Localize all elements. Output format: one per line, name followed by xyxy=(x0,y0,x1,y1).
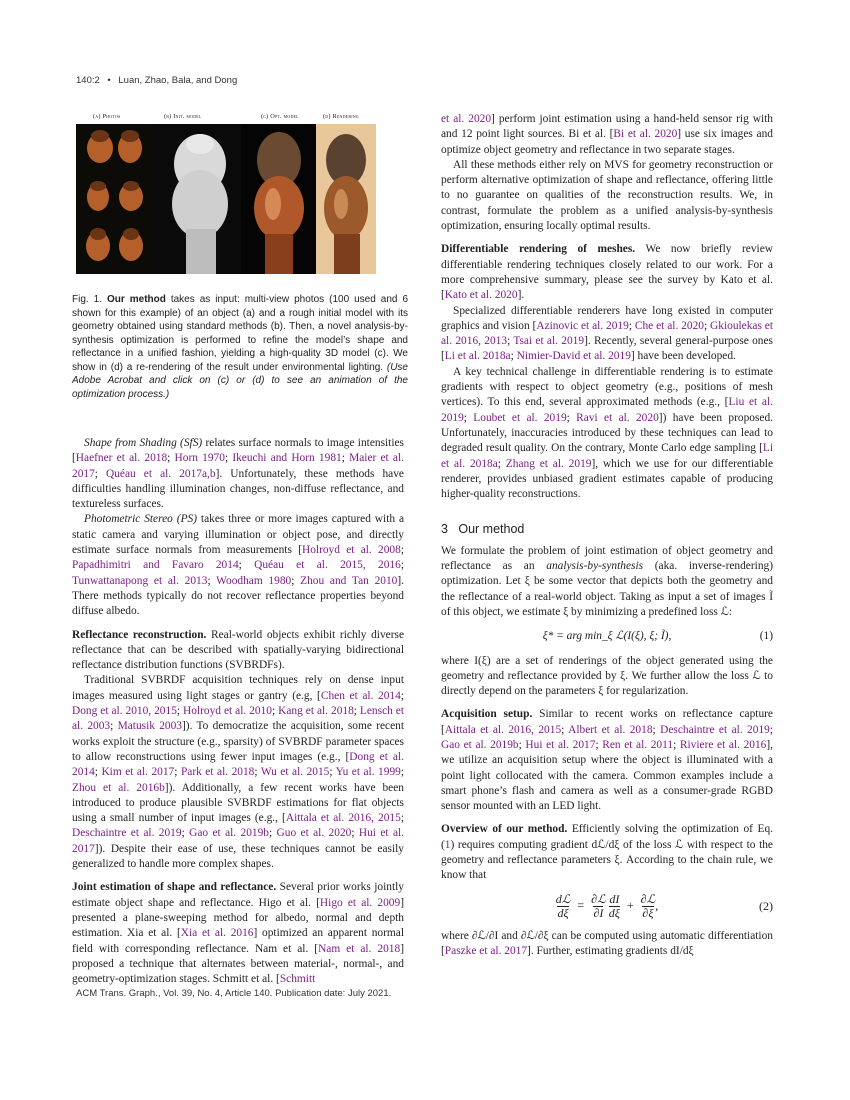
citation-link[interactable]: Gkioulekas et al. 2016, 2013 xyxy=(441,319,774,348)
overview-section xyxy=(441,822,773,883)
figure-1 xyxy=(76,112,376,274)
text: ], which we use for our differentiable renderer, provides unbiased gradient estimates capable of producing higher-quality reconstructions. xyxy=(441,457,774,501)
citation-link[interactable]: Schmitt xyxy=(279,973,316,986)
right-column xyxy=(441,112,773,959)
term-ps: Photometric Stereo (PS) xyxy=(84,513,198,526)
section-title: Our method xyxy=(458,522,525,537)
reflectance-section xyxy=(72,628,404,674)
section-heading: Overview of our method. xyxy=(441,823,568,836)
text: ] use six images and optimize object geometry and reflectance in two separate stages. xyxy=(441,128,773,156)
label-rendering: (d) Rendering xyxy=(323,113,359,120)
citation-link[interactable]: Kim et al. 2017 xyxy=(101,766,175,779)
caption-bold: Our method xyxy=(106,294,166,305)
citation-link[interactable]: Haefner et al. 2018 xyxy=(75,452,168,465)
text: We now briefly review differentiable rendering techniques closely related to our work. For a more comprehensive summary, please see the survey by Kato et al. [ xyxy=(441,243,773,302)
citation-link[interactable]: Deschaintre et al. 2019 xyxy=(660,723,770,736)
citation-link[interactable]: Xia et al. 2016 xyxy=(180,927,254,940)
label-init-model: (b) Init. model xyxy=(164,113,202,120)
text: A key technical challenge in differentiable rendering is to estimate gradients with respect to object geometry (e.g., positions of mesh vertices). To this end, several approximated methods (e.g., [ xyxy=(441,365,773,409)
text: We formulate the problem of joint estimation of object geometry and reflectance as an xyxy=(441,544,773,573)
section-3-heading xyxy=(441,522,773,537)
citation-link[interactable]: Riviere et al. 2016 xyxy=(679,738,767,751)
citation-link[interactable]: Park et al. 2018 xyxy=(180,766,255,779)
citation-link[interactable]: Papadhimitri and Favaro 2014 xyxy=(72,559,239,572)
section-number: 3 xyxy=(441,522,448,537)
citation-link[interactable]: Bi et al. 2020 xyxy=(613,128,678,141)
citation-link[interactable]: Guo et al. 2020 xyxy=(276,827,352,840)
citation-link[interactable]: Quéau et al. 2017a,b xyxy=(106,467,216,480)
text: Similar to recent works on reflectance capture [ xyxy=(441,708,773,736)
equation-2 xyxy=(441,893,773,920)
renderings-paragraph: where I(ξ) are a set of renderings of the object generated using the geometry and reflectance provided by ξ. We further allow the loss ℒ to directly depend on the parameters ξ for regularization. xyxy=(441,654,773,698)
citation-link[interactable]: Quéau et al. 2015, 2016 xyxy=(254,559,401,572)
text: ], we utilize an acquisition setup where the object is illuminated with a point light collocated with the camera. Common examples include a smart phone’s flash and camera as well as a consumer-grade RGBD sensor mounted with an LED light. xyxy=(441,738,774,813)
figure-caption xyxy=(72,293,408,401)
text: ]). Additionally, a few recent works have been introduced to produce plausible SVBRDF estimations for flat objects using a small number of input images (e.g., [ xyxy=(72,781,404,825)
caption-text: takes as input: multi-view photos (100 used and 6 shown for this example) of an object (a) and a rough initial model with its geometry obtained using standard methods (b). Then, a novel analysis-by-synthesis optimization is performed to refine the model’s shape and reflectance in a unified fashion, yielding a high-quality 3D model (c). We show in (d) a re-rendering of the result under environmental lighting. xyxy=(72,294,409,373)
equation-1-body: ξ* = arg min_ξ ℒ(I(ξ), ξ; Ĩ), xyxy=(542,630,672,643)
caption-label: Fig. 1. xyxy=(72,294,102,305)
citation-link[interactable]: et al. 2020 xyxy=(441,113,492,125)
citation-link[interactable]: Zhou et al. 2016b xyxy=(72,781,165,794)
citation-link[interactable]: Aittala et al. 2016, 2015 xyxy=(285,812,401,825)
photos-panel xyxy=(76,124,156,274)
ps-paragraph: Photometric Stereo (PS) takes three or more images captured with a static camera and varying illumination or object pose, and directly estimate surface normals from measurements [Holroyd et al. 2008; Papadhimitri and Favaro 2014; Quéau et al. 2015, 2016; Tunwattanapong et al. 2013; Woodham 1980; Zhou and Tan 2010]. There methods typically do not recover reflectance properties beyond diffuse albedo. xyxy=(72,513,405,618)
text: ] have been developed. xyxy=(630,350,736,363)
init-model-panel xyxy=(156,124,241,274)
citation-link[interactable]: Yu et al. 1999 xyxy=(335,766,401,779)
label-opt-model: (c) Opt. model xyxy=(261,113,299,120)
header-bullet: • xyxy=(107,75,111,86)
citation-link[interactable]: Loubet et al. 2019 xyxy=(473,411,567,424)
citation-link[interactable]: Horn 1970 xyxy=(174,452,225,465)
equation-number: (1) xyxy=(759,630,773,643)
citation-link[interactable]: Deschaintre et al. 2019 xyxy=(72,827,182,840)
gradients-paragraph: A key technical challenge in differentiable rendering is to estimate gradients with respect to object geometry (e.g., positions of mesh vertices). To this end, several approximated methods (e.g., [Liu et al. 2019; Loubet et al. 2019; Ravi et al. 2020]) have been proposed. Unfortunately, inaccuracies introduced by these techniques can lead to degraded result quality. On the contrary, Monte Carlo edge sampling [Li et al. 2018a; Zhang et al. 2019], which we use for our differentiable renderer, provides unbiased gradient estimates capable of producing higher-quality reconstructions. xyxy=(441,365,774,501)
continued-paragraph xyxy=(441,112,773,158)
citation-link[interactable]: Zhang et al. 2019 xyxy=(505,457,592,470)
citation-link[interactable]: Gao et al. 2019b xyxy=(441,738,519,751)
text: ] optimized an apparent normal field with corresponding reflectance. Nam et al. [ xyxy=(72,927,404,955)
citation-link[interactable]: Hui et al. 2017 xyxy=(72,827,405,855)
sfs-paragraph: Shape from Shading (SfS) relates surface normals to image intensities [Haefner et al. 2018; Horn 1970; Ikeuchi and Horn 1981; Maier et al. 2017; Quéau et al. 2017a,b]. Unfortunately, these methods have difficulties handling illumination changes, non-diffuse reflectance, and textureless surfaces. xyxy=(72,437,404,511)
citation-link[interactable]: Kang et al. 2018 xyxy=(278,705,354,718)
text: ]. Unfortunately, these methods have difficulties handling illumination changes, non-diffuse reflectance, and textureless surfaces. xyxy=(72,467,404,511)
citation-link[interactable]: Aittala et al. 2016, 2015 xyxy=(444,723,562,736)
term-sfs: Shape from Shading (SfS) xyxy=(84,437,203,449)
citation-link[interactable]: Che et al. 2020 xyxy=(634,319,704,332)
citation-link[interactable]: Tunwattanapong et al. 2013 xyxy=(72,574,208,587)
mvs-paragraph: All these methods either rely on MVS for geometry reconstruction or perform alternative optimization of shape and reflectance, offering little to no guarantee on qualities of the reconstruction results. We, in contrast, formulate the problem as a unified analysis-by-synthesis optimization, ensuring locally optimal results. xyxy=(441,158,773,233)
text: ] perform joint estimation using a hand-held sensor rig with and 12 point light sources. Bi et al. [ xyxy=(441,113,774,141)
citation-link[interactable]: Higo et al. 2009 xyxy=(319,896,401,909)
renderers-paragraph: Specialized differentiable renderers have long existed in computer graphics and vision [Azinovic et al. 2019; Che et al. 2020; Gkioulekas et al. 2016, 2013; Tsai et al. 2019]. Recently, several general-purpose ones [Li et al. 2018a; Nimier-David et al. 2019] have been developed. xyxy=(441,304,774,363)
page-footer: ACM Trans. Graph., Vol. 39, No. 4, Article 140. Publication date: July 2021. xyxy=(76,988,392,999)
citation-link[interactable]: Ikeuchi and Horn 1981 xyxy=(232,452,342,465)
citation-link[interactable]: Li et al. 2018a xyxy=(441,442,773,470)
joint-estimation-section xyxy=(72,880,404,987)
citation-link[interactable]: Wu et al. 2015 xyxy=(260,766,330,779)
citation-link[interactable]: Nimier-David et al. 2019 xyxy=(516,350,631,363)
citation-link[interactable]: Li et al. 2018a xyxy=(444,350,511,363)
citation-link[interactable]: Gao et al. 2019b xyxy=(189,827,269,840)
citation-link[interactable]: Holroyd et al. 2010 xyxy=(183,705,272,718)
text: ]. xyxy=(517,289,525,302)
formulation-paragraph xyxy=(441,544,773,620)
text: ]. There methods typically do not recover reflectance properties beyond diffuse albedo. xyxy=(72,574,405,618)
citation-link[interactable]: Liu et al. 2019 xyxy=(441,396,773,424)
equation-2-body: dℒ dξ = ∂ℒ ∂I $\frac{dI}{d\xi}$ + ∂ℒ ∂ξ , xyxy=(555,891,659,920)
autodiff-paragraph xyxy=(441,929,773,960)
section-heading: Acquisition setup. xyxy=(441,708,533,721)
section-heading: Differentiable rendering of meshes. xyxy=(441,243,636,256)
diff-rendering-section xyxy=(441,242,773,303)
citation-link[interactable]: Ravi et al. 2020 xyxy=(576,411,659,424)
text: Several prior works jointly estimate object shape and reflectance. Higo et al. [ xyxy=(72,881,404,909)
citation-link[interactable]: Ren et al. 2011 xyxy=(602,738,674,751)
text: ]). To democratize the acquisition, some recent works exploit the structure (e.g., sparsity) of SVBRDF parameter spaces to allow reconstructions using fewer input images (e.g., [ xyxy=(72,720,405,763)
citation-link[interactable]: Kato et al. 2020 xyxy=(444,289,518,302)
left-column xyxy=(72,436,404,987)
citation-link[interactable]: Nam et al. 2018 xyxy=(318,942,401,955)
running-header xyxy=(76,75,237,86)
svbrdf-paragraph: Traditional SVBRDF acquisition techniques rely on dense input images measured using light stages or gantry (e.g, [Chen et al. 2014; Dong et al. 2010, 2015; Holroyd et al. 2010; Kang et al. 2018; Lensch et al. 2003; Matusik 2003]). To democratize the acquisition, some recent works exploit the structure (e.g., sparsity) of SVBRDF parameter spaces to allow reconstructions using fewer input images (e.g., [Dong et al. 2014; Kim et al. 2017; Park et al. 2018; Wu et al. 2015; Yu et al. 1999; Zhou et al. 2016b]). Additionally, a few recent works have been introduced to produce plausible SVBRDF estimations for flat objects using a small number of input images (e.g., [Aittala et al. 2016, 2015; Deschaintre et al. 2019; Gao et al. 2019b; Guo et al. 2020; Hui et al. 2017]). Despite their ease of use, these techniques cannot be easily generalized to handle more complex shapes. xyxy=(72,674,405,871)
text: ] presented a plane-sweeping method for albedo, normal and depth estimation. Xia et al. [ xyxy=(72,896,404,940)
citation-link[interactable]: Holroyd et al. 2008 xyxy=(301,544,401,557)
citation-link[interactable]: Hui et al. 2017 xyxy=(525,738,596,751)
page-number: 140:2 xyxy=(76,75,100,86)
citation-link[interactable]: Albert et al. 2018 xyxy=(568,723,653,736)
text: ]). Despite their ease of use, these techniques cannot be easily generalized to handle more complex shapes. xyxy=(72,842,404,871)
equation-number: (2) xyxy=(759,898,773,913)
section-heading: Reflectance reconstruction. xyxy=(72,628,207,641)
citation-link[interactable]: Lensch et al. 2003 xyxy=(72,705,405,733)
text: Traditional SVBRDF acquisition techniques rely on dense input images measured using light stages or gantry (e.g, [ xyxy=(72,674,404,702)
citation-link[interactable]: Azinovic et al. 2019 xyxy=(536,319,629,332)
text: ]. Recently, several general-purpose ones [ xyxy=(441,335,773,363)
rendering-panel xyxy=(316,124,376,274)
text: Specialized differentiable renderers have long existed in computer graphics and vision [ xyxy=(441,304,773,332)
label-photos: (a) Photos xyxy=(93,113,121,120)
citation-link[interactable]: Chen et al. 2014 xyxy=(320,689,401,702)
equation-1 xyxy=(441,629,773,644)
citation-link[interactable]: Dong et al. 2014 xyxy=(72,750,404,779)
citation-link[interactable]: Tsai et al. 2019 xyxy=(513,335,585,348)
text: Real-world objects exhibit richly diverse reflectance that can be described with spatially-varying bidirectional reflectance distribution functions (SVBRDFs). xyxy=(72,628,404,672)
text: ] proposed a technique that alternates between material-, normal-, and geometry-optimization stages. Schmitt et al. [ xyxy=(72,942,404,986)
citation-link[interactable]: Woodham 1980 xyxy=(216,574,292,587)
header-authors: Luan, Zhao, Bala, and Dong xyxy=(118,75,238,86)
text: where ∂ℒ/∂I and ∂ℒ/∂ξ can be computed using automatic differentiation [ xyxy=(441,929,773,957)
opt-model-panel xyxy=(241,124,316,274)
text: Efficiently solving the optimization of Eq. ( xyxy=(441,823,773,851)
text: takes three or more images captured with a static camera and varying illumination or object pose, and directly estimate surface normals from measurements [ xyxy=(72,513,405,557)
citation-link[interactable]: Paszke et al. 2017 xyxy=(444,944,528,957)
text: (aka. inverse-rendering) optimization. Let ξ be some vector that depicts both the geometry and the reflectance of a real-world object. Taking as input a set of images Ĩ of this object, we estimate ξ by minimizing a predefined loss ℒ: xyxy=(441,560,774,618)
citation-link[interactable]: Maier et al. 2017 xyxy=(72,452,404,480)
citation-link[interactable]: Zhou and Tan 2010 xyxy=(300,574,398,587)
section-heading: Joint estimation of shape and reflectance. xyxy=(72,881,277,894)
text: ) requires computing gradient dℒ/dξ of the loss ℒ with respect to the geometry and reflectance parameters ξ. According to the chain rule, we know that xyxy=(441,838,773,882)
citation-link[interactable]: Matusik 2003 xyxy=(117,720,182,733)
citation-link[interactable]: Dong et al. 2010, 2015 xyxy=(72,705,177,718)
equation-ref-link[interactable]: 1 xyxy=(444,838,451,851)
text: ]. Further, estimating gradients dI/dξ xyxy=(527,944,694,957)
term-analysis-by-synthesis: analysis-by-synthesis xyxy=(546,560,644,573)
text: relates surface normals to image intensities [ xyxy=(72,437,404,465)
caption-italic: (Use Adobe Acrobat and click on (c) or (d) to see an animation of the optimization process.) xyxy=(72,361,408,400)
text: ]) have been proposed. Unfortunately, inaccuracies introduced by these techniques can lead to degraded result quality. On the contrary, Monte Carlo edge sampling [ xyxy=(441,411,773,455)
acquisition-section: Acquisition setup. Similar to recent works on reflectance capture [Aittala et al. 2016, 2015; Albert et al. 2018; Deschaintre et al. 2019; Gao et al. 2019b; Hui et al. 2017; Ren et al. 2011; Riviere et al. 2016], we utilize an acquisition setup where the object is illuminated with a point light collocated with the camera. Common examples include a smart phone’s flash and camera as well as a consumer-grade RGBD sensor mounted with an LED light. xyxy=(441,708,774,813)
